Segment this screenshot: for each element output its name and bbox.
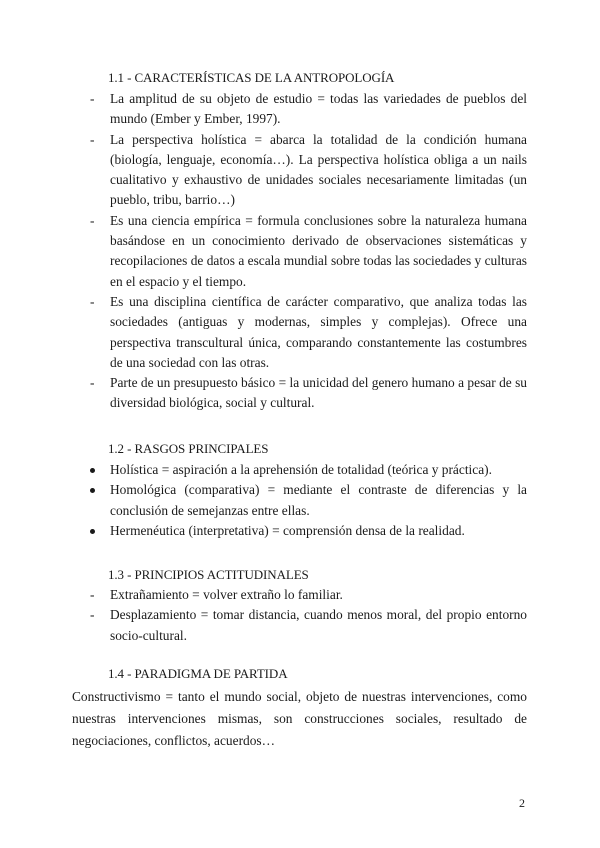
section-title-1-2: 1.2 - RASGOS PRINCIPALES: [108, 441, 269, 456]
dash-marker: [90, 605, 104, 625]
list-item: [90, 480, 527, 521]
dash-marker: [90, 292, 104, 312]
dash-marker: [90, 211, 104, 231]
list-item: [90, 460, 527, 480]
list-caracteristicas: [90, 89, 527, 414]
page-number: 2: [519, 796, 525, 810]
dash-marker: [90, 585, 104, 605]
dash-marker: [90, 373, 104, 393]
list-item: [90, 585, 527, 605]
list-item: [90, 130, 527, 211]
section-title-1-1: 1.1 - CARACTERÍSTICAS DE LA ANTROPOLOGÍA: [108, 70, 395, 85]
list-item-text: Extrañamiento = volver extraño lo familiar.: [110, 587, 343, 602]
list-item-text: Parte de un presupuesto básico = la unicidad del genero humano a pesar de su diversidad biológica, social y cultural.: [110, 375, 527, 411]
list-item: [90, 373, 527, 414]
list-item-text: Es una ciencia empírica = formula conclusiones sobre la naturaleza humana basándose en un conocimiento derivado de observaciones sistemáticas y recopilaciones de datos a escala mundial sobre todas las sociedades y culturas en el espacio y el tiempo.: [110, 212, 527, 289]
section-title-1-4: 1.4 - PARADIGMA DE PARTIDA: [108, 666, 288, 681]
list-rasgos: [90, 460, 527, 541]
list-item-text: Hermenéutica (interpretativa) = comprensión densa de la realidad.: [110, 522, 465, 538]
list-item-text: Es una disciplina científica de carácter comparativo, que analiza todas las sociedades (antiguas y modernas, simples y complejas). Ofrece una perspectiva transcultural única, comparando constantemente las costumbres de una sociedad con las otras.: [110, 293, 527, 370]
list-item: [90, 605, 527, 646]
list-item: [90, 521, 527, 541]
dash-marker: [90, 89, 104, 109]
list-item-text: La amplitud de su objeto de estudio = todas las variedades de pueblos del mundo (Ember y Ember, 1997).: [110, 91, 527, 127]
list-principios: [90, 585, 527, 646]
dash-marker: [90, 130, 104, 150]
list-item-text: La perspectiva holística = abarca la totalidad de la condición humana (biología, lenguaje, economía…). La perspectiva holística obliga a un nails cualitativo y exhaustivo de unidades sociales necesariamente limitadas (un pueblo, tribu, barrio…): [110, 131, 527, 208]
paragraph-constructivismo: Constructivismo = tanto el mundo social, objeto de nuestras intervenciones, como nuestras intervenciones mismas, son construcciones sociales, resultado de negociaciones, conflictos, acuerdos…: [72, 689, 527, 748]
list-item-text: Homológica (comparativa) = mediante el contraste de diferencias y la conclusión de semejanzas entre ellas.: [110, 482, 527, 518]
list-item-text: Holística = aspiración a la aprehensión de totalidad (teórica y práctica).: [110, 462, 492, 477]
list-item: [90, 89, 527, 130]
list-item-text: Desplazamiento = tomar distancia, cuando menos moral, del propio entorno socio-cultural.: [110, 607, 527, 643]
section-title-1-3: 1.3 - PRINCIPIOS ACTITUDINALES: [108, 567, 309, 582]
list-item: [90, 211, 527, 292]
list-item: [90, 292, 527, 373]
